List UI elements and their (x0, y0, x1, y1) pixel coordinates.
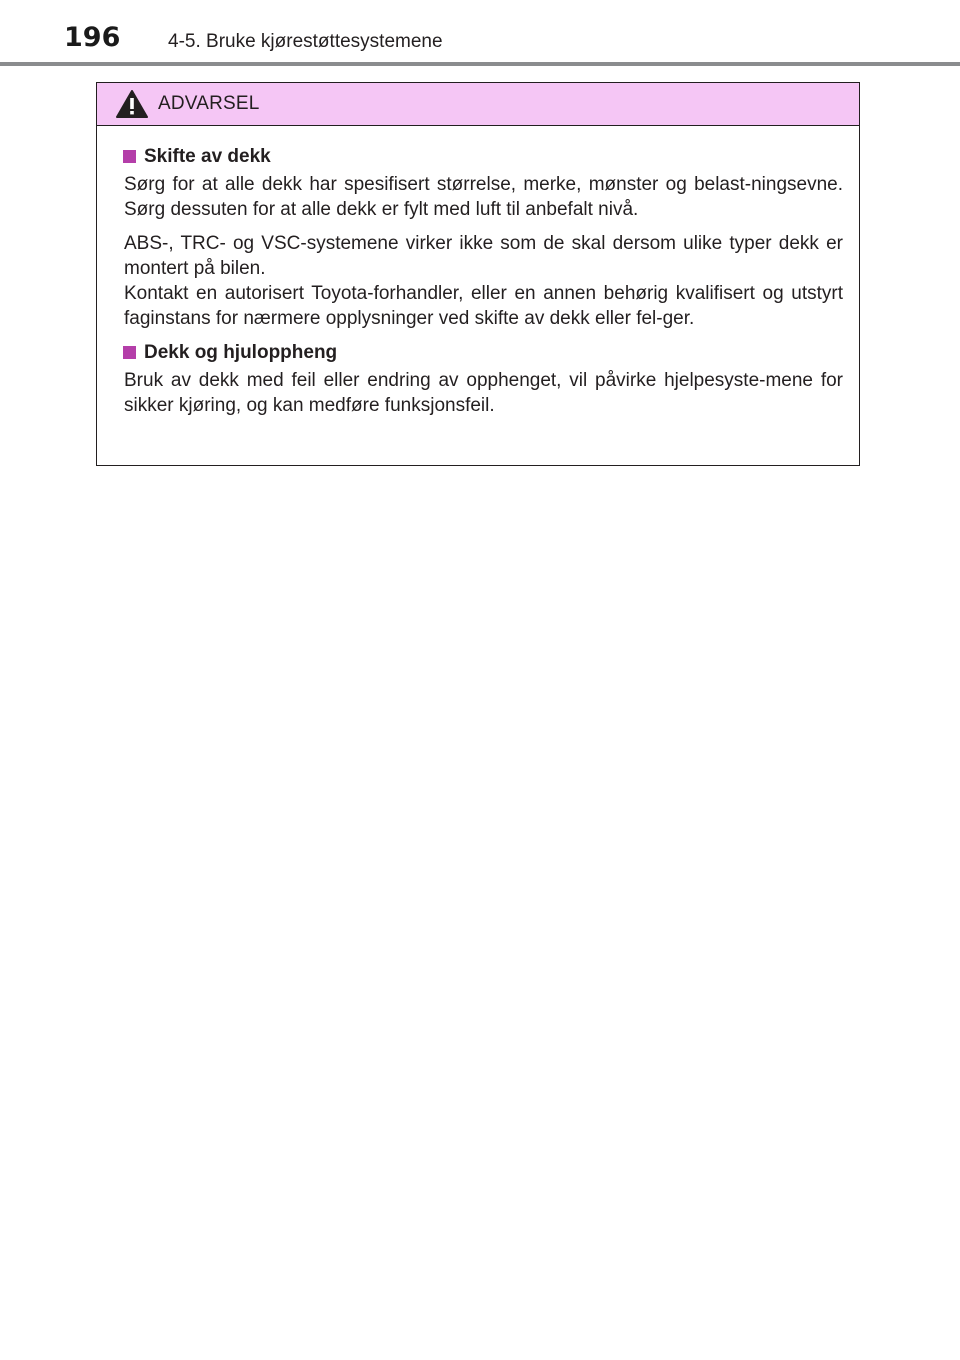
warning-label: ADVARSEL (158, 93, 260, 114)
paragraph: Sørg for at alle dekk har spesifisert størrelse, merke, mønster og belast-ningsevne. Sørg dessuten for at alle dekk er fylt med luft til anbefalt nivå. (124, 174, 843, 220)
square-bullet-icon (123, 150, 136, 163)
section-heading-text: Dekk og hjuloppheng (144, 342, 338, 363)
paragraph: ABS-, TRC- og VSC-systemene virker ikke som de skal dersom ulike typer dekk er montert på bilen. (124, 233, 843, 279)
square-bullet-icon (123, 346, 136, 359)
section-heading (123, 144, 843, 169)
paragraph: Bruk av dekk med feil eller endring av opphenget, vil påvirke hjelpesyste-mene for sikker kjøring, og kan medføre funksjonsfeil. (124, 370, 843, 416)
section-heading-text: Skifte av dekk (144, 146, 271, 167)
warning-body (97, 126, 859, 418)
page-header (0, 0, 960, 66)
paragraph: Kontakt en autorisert Toyota-forhandler, eller en annen behørig kvalifisert og utstyrt faginstans for nærmere opplysninger ved skifte av dekk eller fel-ger. (124, 283, 843, 329)
warning-header (97, 83, 859, 126)
page-number: 196 (64, 22, 121, 53)
warning-box (96, 82, 860, 466)
section-title: 4-5. Bruke kjørestøttesystemene (168, 31, 443, 52)
warning-triangle-icon (115, 89, 149, 119)
header-divider (0, 62, 960, 66)
section-heading (123, 340, 843, 365)
